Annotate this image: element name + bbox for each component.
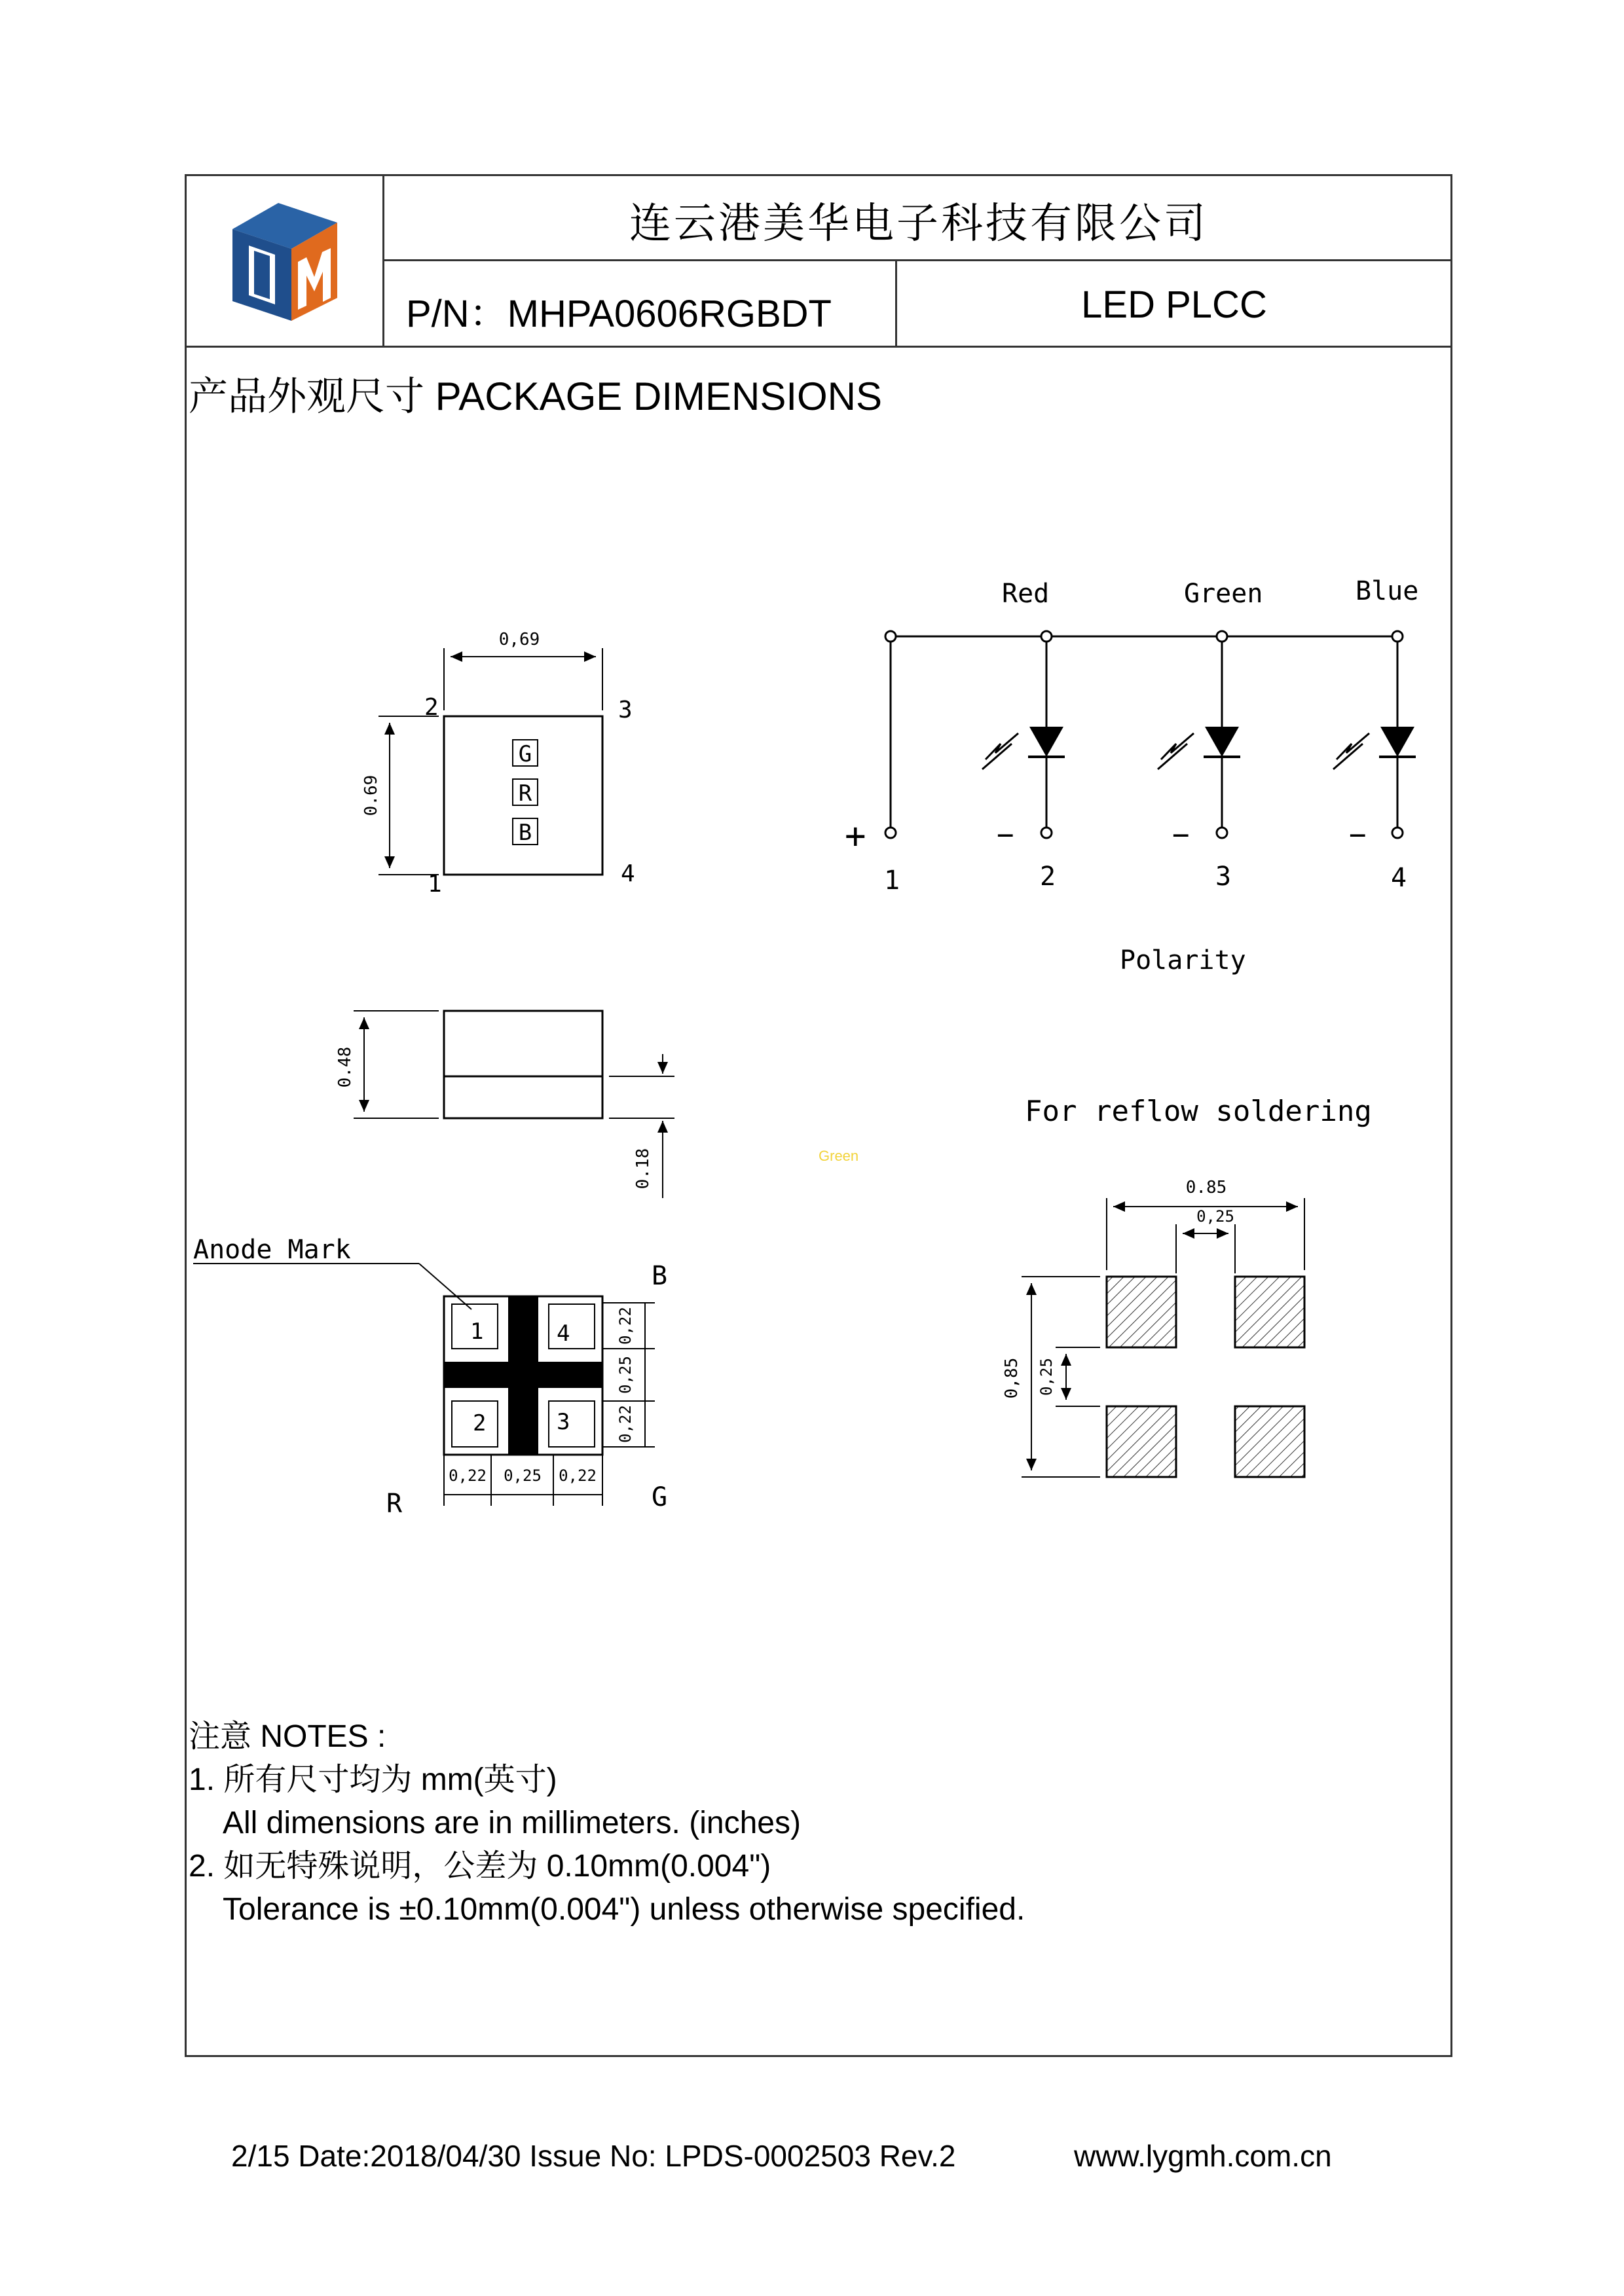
reflow-pads [1002, 1095, 1372, 1477]
top-width-dim: 0,69 [498, 630, 540, 649]
top-height-dim: 0.69 [361, 774, 381, 816]
right-dim-3: 0,22 [616, 1405, 635, 1443]
chip-r: R [518, 780, 532, 807]
part-number: P/N：MHPA0606RGBDT [406, 293, 832, 335]
top-view [361, 630, 635, 898]
anode-mark-label: Anode Mark [193, 1235, 351, 1265]
reflow-width-dim: 0.85 [1185, 1178, 1227, 1197]
bottom-view [193, 1235, 667, 1519]
note-1-cn: 1. 所有尺寸均为 mm(英寸) [189, 1762, 557, 1797]
polarity-diagram [845, 576, 1418, 975]
pad-4: 4 [557, 1321, 570, 1347]
note-1-en: All dimensions are in millimeters. (inches) [223, 1806, 801, 1840]
top-pin-1: 1 [428, 871, 442, 898]
polarity-pin-3: 3 [1215, 862, 1232, 892]
bottom-dim-2: 0,25 [504, 1467, 542, 1485]
polarity-minus-3: − [1172, 818, 1190, 852]
side-lead-dim: 0.18 [633, 1148, 653, 1190]
corner-g: G [652, 1482, 668, 1512]
pad-3: 3 [557, 1409, 570, 1435]
top-pin-4: 4 [621, 860, 635, 887]
label-red: Red [1002, 579, 1050, 609]
polarity-pin-1: 1 [884, 866, 900, 896]
reflow-gap-dim: 0,25 [1196, 1207, 1234, 1226]
chip-g: G [518, 741, 532, 767]
notes-section [189, 1715, 1025, 1931]
top-pin-3: 3 [618, 697, 633, 723]
right-dim-1: 0,22 [616, 1307, 635, 1345]
label-green: Green [1184, 579, 1263, 609]
polarity-minus-4: − [1349, 818, 1367, 852]
footer-doc-info: 2/15 Date:2018/04/30 Issue No: LPDS-0002503 Rev.2 [231, 2139, 956, 2173]
package-type: LED PLCC [1081, 283, 1267, 326]
polarity-caption: Polarity [1120, 945, 1246, 975]
stray-green-label: Green [819, 1148, 859, 1164]
note-2-cn: 2. 如无特殊说明，公差为 0.10mm(0.004") [189, 1849, 771, 1884]
label-blue: Blue [1356, 576, 1419, 606]
company-name: 连云港美华电子科技有限公司 [629, 200, 1208, 248]
corner-r: R [386, 1489, 403, 1519]
polarity-minus-2: − [997, 818, 1014, 852]
reflow-caption: For reflow soldering [1025, 1095, 1372, 1128]
chip-b: B [518, 820, 532, 846]
pad-1: 1 [470, 1319, 484, 1345]
right-dim-2: 0,25 [616, 1356, 635, 1394]
polarity-plus: + [845, 815, 866, 856]
top-pin-2: 2 [424, 694, 439, 721]
polarity-pin-2: 2 [1040, 862, 1056, 892]
corner-b: B [652, 1261, 668, 1291]
pad-2: 2 [473, 1410, 487, 1436]
polarity-pin-4: 4 [1391, 863, 1407, 893]
reflow-height-gap-dim: 0,25 [1037, 1358, 1056, 1396]
footer-website[interactable]: www.lygmh.com.cn [1074, 2139, 1332, 2173]
bottom-dim-1: 0,22 [449, 1467, 487, 1485]
reflow-height-dim: 0,85 [1002, 1357, 1022, 1399]
side-height-dim: 0.48 [335, 1046, 355, 1088]
notes-title: 注意 NOTES : [189, 1719, 386, 1754]
note-2-en: Tolerance is ±0.10mm(0.004") unless otherwise specified. [223, 1892, 1025, 1927]
bottom-dim-3: 0,22 [559, 1467, 597, 1485]
section-title: 产品外观尺寸 PACKAGE DIMENSIONS [189, 374, 883, 418]
side-view [335, 1011, 674, 1198]
